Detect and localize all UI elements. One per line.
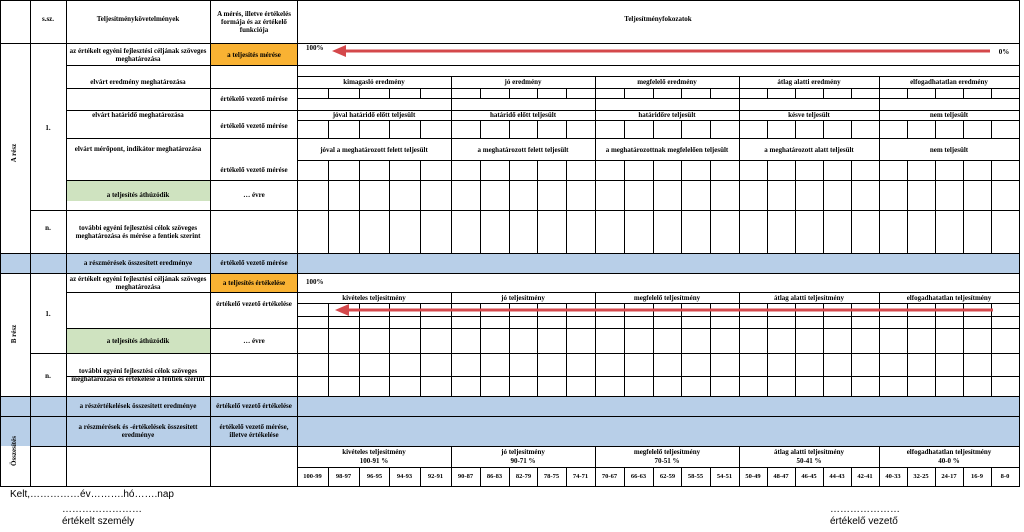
rule xyxy=(297,303,1020,304)
total-level-range: 40-0 % xyxy=(938,457,960,465)
sub-column-rule xyxy=(509,303,510,328)
sub-column-rule xyxy=(328,353,329,396)
sub-column-rule xyxy=(851,160,852,180)
sub-column-rule xyxy=(795,328,796,353)
sub-column-rule xyxy=(653,88,654,98)
rule xyxy=(1019,0,1020,486)
sub-column-rule xyxy=(935,88,936,98)
sub-column-rule xyxy=(389,180,390,210)
sub-column-rule xyxy=(991,303,992,328)
sub-column-rule xyxy=(566,160,567,180)
total-level-name: kivételes teljesítmény xyxy=(342,448,406,456)
sub-column-rule xyxy=(823,120,824,138)
scale-cell: 8-0 xyxy=(1000,472,1010,480)
sub-column-rule xyxy=(823,303,824,328)
sub-column-rule xyxy=(681,328,682,353)
sub-column-rule xyxy=(359,160,360,180)
header-ssz: s.sz. xyxy=(41,15,55,23)
total-level-range: 50-41 % xyxy=(796,457,822,465)
rule xyxy=(297,160,1020,161)
sub-column-rule xyxy=(420,120,421,138)
sub-column-rule xyxy=(653,160,654,180)
sub-column-rule xyxy=(480,303,481,328)
sub-column-rule xyxy=(767,210,768,253)
date-line: Kelt,……………év……….hó…….nap xyxy=(10,489,174,500)
result-level: elfogadhatatlan eredmény xyxy=(910,78,988,86)
indicator-level: a meghatározott alatt teljesült xyxy=(764,145,854,154)
sub-column-rule xyxy=(823,160,824,180)
sub-column-rule xyxy=(710,328,711,353)
sub-column-rule xyxy=(991,210,992,253)
scale-cell: 92-91 xyxy=(427,472,444,480)
rule xyxy=(66,0,67,486)
sub-column-rule xyxy=(420,160,421,180)
total-level-name: megfelelő teljesítmény xyxy=(633,448,701,456)
sub-column-rule xyxy=(359,353,360,396)
scale-cell: 54-51 xyxy=(716,472,733,480)
sub-column-rule xyxy=(537,328,538,353)
sub-column-rule xyxy=(907,353,908,396)
sub-column-rule xyxy=(509,88,510,98)
sub-column-rule xyxy=(328,160,329,180)
sub-column-rule xyxy=(681,88,682,98)
sub-column-rule xyxy=(624,353,625,396)
rule xyxy=(879,76,880,253)
sub-column-rule xyxy=(328,210,329,253)
sub-column-rule xyxy=(624,328,625,353)
pct-100-a: 100% xyxy=(306,44,324,52)
scale-cell: 94-93 xyxy=(396,472,413,480)
sub-column-rule xyxy=(963,353,964,396)
rule xyxy=(297,98,1020,99)
sub-column-rule xyxy=(851,180,852,210)
scale-cell: 32-25 xyxy=(913,472,929,480)
sub-column-rule xyxy=(328,328,329,353)
total-form: értékelő vezető mérése, illetve értékelése xyxy=(219,423,289,439)
sub-column-rule xyxy=(389,353,390,396)
row-number: 1. xyxy=(45,310,51,318)
scale-cell: 96-95 xyxy=(366,472,383,480)
goal-text-b: az értékelt egyéni fejlesztési céljának szöveges meghatározása xyxy=(69,274,207,291)
sub-column-rule xyxy=(509,180,510,210)
carry-over-a: a teljesítés áthúzódik xyxy=(106,191,170,199)
sub-column-rule xyxy=(795,353,796,396)
performance-level-b: megfelelő teljesítmény xyxy=(633,294,701,302)
section-total-label: Összesítés xyxy=(10,436,18,466)
sub-column-rule xyxy=(935,210,936,253)
rule xyxy=(879,292,880,396)
sub-column-rule xyxy=(935,180,936,210)
rule xyxy=(451,292,452,396)
sub-column-rule xyxy=(823,328,824,353)
sub-column-rule xyxy=(359,120,360,138)
sub-column-rule xyxy=(389,160,390,180)
section-a-label: A rész xyxy=(10,143,18,163)
signature-dots-left: …………………… xyxy=(62,504,142,515)
scale-cell: 58-55 xyxy=(687,472,704,480)
scale-cell: 86-83 xyxy=(486,472,503,480)
leader-measure: értékelő vezető mérése xyxy=(220,95,288,103)
scale-cell: 100-99 xyxy=(303,472,322,480)
total-level-range: 100-91 % xyxy=(359,457,389,465)
sub-column-rule xyxy=(537,210,538,253)
scale-cell: 42-41 xyxy=(857,472,873,480)
sub-column-rule xyxy=(537,303,538,328)
total-level-range: 70-51 % xyxy=(654,457,680,465)
sub-column-rule xyxy=(851,88,852,98)
sub-column-rule xyxy=(389,88,390,98)
sub-column-rule xyxy=(480,120,481,138)
sub-column-rule xyxy=(359,210,360,253)
sub-column-rule xyxy=(851,210,852,253)
header-levels: Teljesítményfokozatok xyxy=(624,15,692,23)
sub-column-rule xyxy=(907,328,908,353)
sub-column-rule xyxy=(935,328,936,353)
sub-column-rule xyxy=(710,120,711,138)
sub-column-rule xyxy=(907,303,908,328)
sub-column-rule xyxy=(480,210,481,253)
sub-column-rule xyxy=(767,120,768,138)
sub-column-rule xyxy=(359,88,360,98)
performance-level-b: elfogadhatatlan teljesítmény xyxy=(906,294,992,302)
sub-column-rule xyxy=(389,120,390,138)
rule xyxy=(30,0,31,486)
sub-column-rule xyxy=(710,353,711,396)
sub-column-rule xyxy=(509,160,510,180)
sub-column-rule xyxy=(823,210,824,253)
scale-cell: 16-9 xyxy=(971,472,983,480)
sub-column-rule xyxy=(963,210,964,253)
sub-column-rule xyxy=(681,180,682,210)
sub-column-rule xyxy=(420,88,421,98)
sub-column-rule xyxy=(795,180,796,210)
sub-column-rule xyxy=(710,180,711,210)
evaluated-person-label: értékelt személy xyxy=(62,516,135,527)
carry-over-b: a teljesítés áthúzódik xyxy=(106,336,170,345)
indicator-level: nem teljesült xyxy=(929,145,969,154)
sub-column-rule xyxy=(537,160,538,180)
sub-column-rule xyxy=(566,210,567,253)
sub-column-rule xyxy=(328,120,329,138)
sub-column-rule xyxy=(681,120,682,138)
sub-column-rule xyxy=(566,180,567,210)
rule xyxy=(297,76,1020,77)
sub-column-rule xyxy=(681,160,682,180)
rule xyxy=(595,76,596,253)
further-goals-a: további egyéni fejlesztési célok szöveges meghatározása és mérése a fentiek szerint xyxy=(75,223,201,240)
sub-column-rule xyxy=(480,353,481,396)
rule xyxy=(451,76,452,253)
sub-column-rule xyxy=(653,303,654,328)
sub-column-rule xyxy=(653,120,654,138)
rule xyxy=(0,0,1,486)
sub-column-rule xyxy=(566,303,567,328)
sub-column-rule xyxy=(795,88,796,98)
sub-column-rule xyxy=(389,210,390,253)
performance-level-b: jó teljesítmény xyxy=(501,294,545,302)
deadline-level: határidőre teljesült xyxy=(638,111,696,119)
sub-column-rule xyxy=(710,88,711,98)
scale-cell: 46-45 xyxy=(801,472,817,480)
expected-result: elvárt eredmény meghatározása xyxy=(90,78,186,86)
sub-column-rule xyxy=(907,88,908,98)
performance-level-b: kivételes teljesítmény xyxy=(342,294,406,302)
scale-cell: 66-63 xyxy=(630,472,647,480)
sub-column-rule xyxy=(681,353,682,396)
goal-text-a: az értékelt egyéni fejlesztési céljának szöveges meghatározása xyxy=(69,46,207,63)
rule xyxy=(739,76,740,253)
row-number: n. xyxy=(45,224,51,232)
sub-column-rule xyxy=(907,160,908,180)
indicator-level: a meghatározottnak megfelelően teljesült xyxy=(605,145,729,154)
sub-column-rule xyxy=(480,88,481,98)
rule xyxy=(0,486,1020,487)
sub-column-rule xyxy=(823,88,824,98)
sub-column-rule xyxy=(991,160,992,180)
scale-cell: 24-17 xyxy=(941,472,957,480)
sub-column-rule xyxy=(851,120,852,138)
result-level: jó eredmény xyxy=(504,78,542,86)
scale-cell: 74-71 xyxy=(572,472,589,480)
sub-column-rule xyxy=(537,353,538,396)
sub-column-rule xyxy=(935,120,936,138)
sub-column-rule xyxy=(537,120,538,138)
sub-column-rule xyxy=(963,328,964,353)
sub-column-rule xyxy=(963,180,964,210)
sub-column-rule xyxy=(509,353,510,396)
sub-column-rule xyxy=(624,180,625,210)
sub-column-rule xyxy=(389,328,390,353)
rule xyxy=(297,316,1020,317)
sub-column-rule xyxy=(767,303,768,328)
deadline-level: késve teljesült xyxy=(788,111,830,119)
signature-dots-right: ………………… xyxy=(830,504,900,515)
sub-column-rule xyxy=(935,353,936,396)
sub-column-rule xyxy=(795,160,796,180)
rule xyxy=(0,0,1020,1)
sub-column-rule xyxy=(767,160,768,180)
sub-column-rule xyxy=(389,303,390,328)
sub-column-rule xyxy=(359,303,360,328)
scale-cell: 62-59 xyxy=(659,472,676,480)
scale-cell: 48-47 xyxy=(773,472,789,480)
sub-column-rule xyxy=(328,180,329,210)
sub-column-rule xyxy=(537,88,538,98)
sub-column-rule xyxy=(851,328,852,353)
further-goals-b: további egyéni fejlesztési célok szöveges meghatározása és értékelése a fentiek szerint xyxy=(71,366,205,383)
total-label: a részmérések és -értékelések összesített eredménye xyxy=(78,423,198,439)
sub-column-rule xyxy=(991,120,992,138)
sub-column-rule xyxy=(963,88,964,98)
sub-column-rule xyxy=(420,328,421,353)
rule xyxy=(30,446,1020,447)
sub-column-rule xyxy=(991,328,992,353)
sub-column-rule xyxy=(907,210,908,253)
scale-cell: 44-43 xyxy=(829,472,845,480)
scale-cell: 50-49 xyxy=(745,472,761,480)
sub-column-rule xyxy=(795,210,796,253)
total-level-range: 90-71 % xyxy=(510,457,536,465)
sub-column-rule xyxy=(795,303,796,328)
sub-column-rule xyxy=(681,210,682,253)
sub-column-rule xyxy=(480,160,481,180)
sub-column-rule xyxy=(624,160,625,180)
sub-column-rule xyxy=(653,328,654,353)
sub-column-rule xyxy=(359,328,360,353)
expected-indicator: elvárt mérőpont, indikátor meghatározása xyxy=(74,145,202,153)
result-level: megfelelő eredmény xyxy=(637,78,697,86)
sub-column-rule xyxy=(624,88,625,98)
sub-column-rule xyxy=(328,88,329,98)
sub-column-rule xyxy=(767,180,768,210)
deadline-level: nem teljesült xyxy=(929,111,969,119)
goal-measure-a: a teljesítés mérése xyxy=(227,50,281,59)
header-form: A mérés, illetve értékelés formája és az értékelő funkciója xyxy=(217,10,291,34)
rule xyxy=(739,292,740,396)
summary-a: a részmérések összesített eredménye xyxy=(83,259,193,267)
scale-cell: 78-75 xyxy=(543,472,560,480)
sub-column-rule xyxy=(767,328,768,353)
sub-column-rule xyxy=(710,210,711,253)
row-number: 1. xyxy=(45,124,51,132)
sub-column-rule xyxy=(991,353,992,396)
expected-deadline: elvárt határidő meghatározása xyxy=(92,111,184,119)
sub-column-rule xyxy=(907,180,908,210)
sub-column-rule xyxy=(963,160,964,180)
sub-column-rule xyxy=(710,160,711,180)
sub-column-rule xyxy=(566,353,567,396)
sub-column-rule xyxy=(624,210,625,253)
total-level-name: elfogadhatatlan teljesítmény xyxy=(906,448,992,456)
sub-column-rule xyxy=(653,353,654,396)
sub-column-rule xyxy=(710,303,711,328)
scale-cell: 98-97 xyxy=(335,472,352,480)
sub-column-rule xyxy=(537,180,538,210)
scale-cell: 82-79 xyxy=(515,472,532,480)
total-level-name: jó teljesítmény xyxy=(501,448,545,456)
row-number: n. xyxy=(45,372,51,380)
leader-eval-b: értékelő vezető értékelése xyxy=(216,300,292,308)
sub-column-rule xyxy=(935,303,936,328)
years-b: … évre xyxy=(243,336,265,345)
indicator-level: a meghatározott felett teljesült xyxy=(477,145,569,154)
deadline-level: jóval határidő előtt teljesült xyxy=(332,111,416,119)
arrow-b-head xyxy=(335,304,349,316)
deadline-level: határidő előtt teljesült xyxy=(489,111,557,119)
section-b-label: B rész xyxy=(10,324,18,344)
sub-column-rule xyxy=(420,353,421,396)
indicator-level: jóval a meghatározott felett teljesült xyxy=(320,145,428,154)
performance-level-b: átlag alatti teljesítmény xyxy=(774,294,844,302)
years-a: … évre xyxy=(243,191,265,199)
scale-cell: 40-33 xyxy=(885,472,901,480)
sub-column-rule xyxy=(823,180,824,210)
sub-column-rule xyxy=(767,353,768,396)
leader-label: értékelő vezető xyxy=(830,516,898,527)
summary-form-b: értékelő vezető értékelése xyxy=(216,402,292,410)
rule xyxy=(595,292,596,396)
scale-cell: 90-87 xyxy=(457,472,474,480)
rule xyxy=(297,0,298,486)
rule xyxy=(297,120,1020,121)
sub-column-rule xyxy=(509,328,510,353)
sub-column-rule xyxy=(963,120,964,138)
sub-column-rule xyxy=(480,180,481,210)
sub-column-rule xyxy=(328,303,329,328)
header-requirements: Teljesítménykövetelmények xyxy=(96,15,180,23)
sub-column-rule xyxy=(851,303,852,328)
sub-column-rule xyxy=(795,120,796,138)
scale-cell: 70-67 xyxy=(601,472,618,480)
sub-column-rule xyxy=(823,353,824,396)
leader-measure: értékelő vezető mérése xyxy=(220,166,288,174)
pct-0-a: 0% xyxy=(998,48,1010,56)
sub-column-rule xyxy=(935,160,936,180)
leader-measure: értékelő vezető mérése xyxy=(220,122,288,130)
sub-column-rule xyxy=(480,328,481,353)
pct-100-b: 100% xyxy=(306,278,324,286)
sub-column-rule xyxy=(991,180,992,210)
goal-eval-b: a teljesítés értékelése xyxy=(222,279,286,287)
summary-form-a: értékelő vezető mérése xyxy=(220,259,288,267)
sub-column-rule xyxy=(681,303,682,328)
sub-column-rule xyxy=(420,303,421,328)
total-level-name: átlag alatti teljesítmény xyxy=(774,448,844,456)
result-level: kimagasló eredmény xyxy=(343,78,405,86)
sub-column-rule xyxy=(420,210,421,253)
sub-column-rule xyxy=(420,180,421,210)
sub-column-rule xyxy=(653,210,654,253)
sub-column-rule xyxy=(767,88,768,98)
sub-column-rule xyxy=(509,120,510,138)
summary-b: a részértékelések összesített eredménye xyxy=(79,402,197,410)
sub-column-rule xyxy=(624,120,625,138)
sub-column-rule xyxy=(907,120,908,138)
sub-column-rule xyxy=(653,180,654,210)
sub-column-rule xyxy=(991,88,992,98)
sub-column-rule xyxy=(851,353,852,396)
sub-column-rule xyxy=(566,120,567,138)
sub-column-rule xyxy=(359,180,360,210)
result-level: átlag alatti eredmény xyxy=(777,78,841,86)
sub-column-rule xyxy=(624,303,625,328)
sub-column-rule xyxy=(566,328,567,353)
sub-column-rule xyxy=(509,210,510,253)
sub-column-rule xyxy=(566,88,567,98)
sub-column-rule xyxy=(963,303,964,328)
